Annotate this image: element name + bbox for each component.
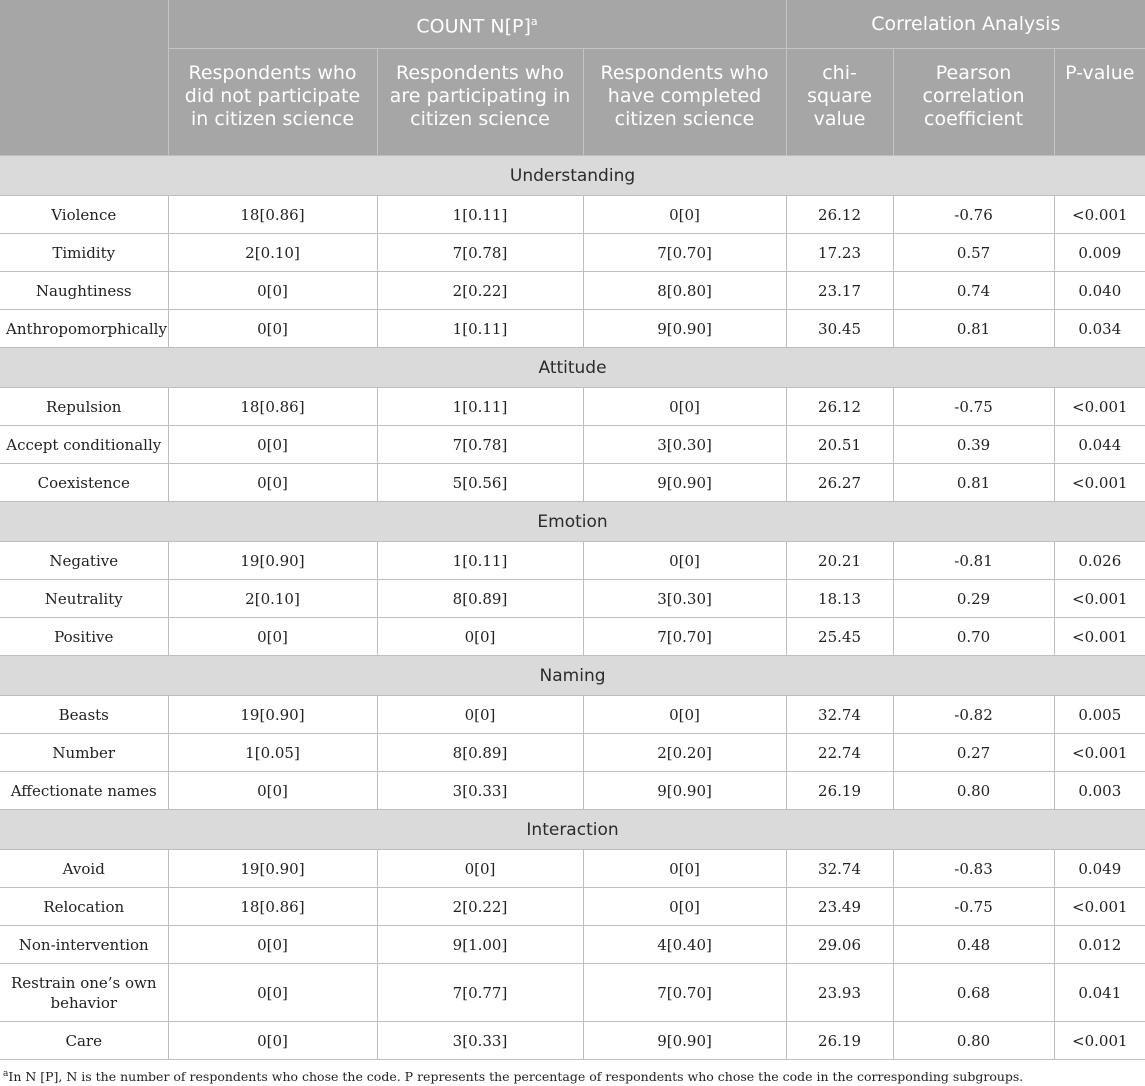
cell-chi-square: 32.74 — [786, 850, 893, 888]
header-count-footnote-marker: a — [530, 14, 538, 28]
cell-completed: 0[0] — [583, 388, 786, 426]
footnote-marker: a — [3, 1069, 9, 1079]
cell-not-participated: 19[0.90] — [168, 542, 377, 580]
cell-code: Accept conditionally — [0, 426, 168, 464]
cell-completed: 9[0.90] — [583, 1022, 786, 1060]
cell-p-value: <0.001 — [1054, 580, 1145, 618]
cell-not-participated: 0[0] — [168, 964, 377, 1022]
cell-chi-square: 18.13 — [786, 580, 893, 618]
cell-completed: 2[0.20] — [583, 734, 786, 772]
cell-code: Restrain one’s own behavior — [0, 964, 168, 1022]
section-title: Understanding — [0, 156, 1145, 196]
cell-not-participated: 0[0] — [168, 618, 377, 656]
table-row — [0, 464, 1145, 502]
cell-chi-square: 17.23 — [786, 234, 893, 272]
cell-completed: 0[0] — [583, 888, 786, 926]
header-col-p-value: P-value — [1054, 49, 1145, 156]
cell-participating: 0[0] — [377, 618, 583, 656]
cell-not-participated: 0[0] — [168, 926, 377, 964]
table-row — [0, 580, 1145, 618]
cell-participating: 7[0.77] — [377, 964, 583, 1022]
cell-completed: 0[0] — [583, 542, 786, 580]
cell-chi-square: 23.17 — [786, 272, 893, 310]
cell-participating: 7[0.78] — [377, 234, 583, 272]
cell-completed: 7[0.70] — [583, 234, 786, 272]
table-footnote — [3, 1066, 1143, 1085]
table-body — [0, 156, 1145, 1060]
cell-not-participated: 0[0] — [168, 426, 377, 464]
cell-pearson: -0.82 — [893, 696, 1054, 734]
section-title: Attitude — [0, 348, 1145, 388]
table-row — [0, 964, 1145, 1022]
header-corner — [0, 0, 168, 156]
cell-p-value: 0.034 — [1054, 310, 1145, 348]
cell-not-participated: 18[0.86] — [168, 888, 377, 926]
table-row — [0, 426, 1145, 464]
section-row — [0, 156, 1145, 196]
cell-completed: 7[0.70] — [583, 618, 786, 656]
cell-not-participated: 18[0.86] — [168, 388, 377, 426]
cell-code: Repulsion — [0, 388, 168, 426]
cell-code: Relocation — [0, 888, 168, 926]
cell-not-participated: 2[0.10] — [168, 580, 377, 618]
cell-completed: 3[0.30] — [583, 426, 786, 464]
cell-code: Affectionate names — [0, 772, 168, 810]
footnote-text: In N [P], N is the number of respondents who chose the code. P represents the percentage of respondents who chose the code in the corresponding subgroups. — [8, 1069, 1024, 1085]
cell-pearson: 0.81 — [893, 464, 1054, 502]
table-row — [0, 234, 1145, 272]
cell-code: Beasts — [0, 696, 168, 734]
section-row — [0, 810, 1145, 850]
cell-chi-square: 22.74 — [786, 734, 893, 772]
table-row — [0, 926, 1145, 964]
cell-completed: 0[0] — [583, 850, 786, 888]
table-row — [0, 542, 1145, 580]
cell-completed: 9[0.90] — [583, 310, 786, 348]
cell-chi-square: 32.74 — [786, 696, 893, 734]
cell-completed: 4[0.40] — [583, 926, 786, 964]
cell-pearson: 0.80 — [893, 1022, 1054, 1060]
cell-participating: 0[0] — [377, 696, 583, 734]
cell-participating: 5[0.56] — [377, 464, 583, 502]
cell-not-participated: 0[0] — [168, 1022, 377, 1060]
table-row — [0, 850, 1145, 888]
cell-p-value: <0.001 — [1054, 1022, 1145, 1060]
cell-pearson: 0.39 — [893, 426, 1054, 464]
table-header — [0, 0, 1145, 156]
table-row — [0, 1022, 1145, 1060]
table-row — [0, 196, 1145, 234]
cell-not-participated: 0[0] — [168, 772, 377, 810]
table-row — [0, 272, 1145, 310]
cell-participating: 1[0.11] — [377, 310, 583, 348]
cell-participating: 1[0.11] — [377, 388, 583, 426]
section-row — [0, 502, 1145, 542]
cell-code: Avoid — [0, 850, 168, 888]
header-col-not-participated: Respondents who did not participate in citizen science — [168, 49, 377, 156]
cell-chi-square: 26.27 — [786, 464, 893, 502]
cell-p-value: <0.001 — [1054, 734, 1145, 772]
cell-code: Violence — [0, 196, 168, 234]
cell-chi-square: 30.45 — [786, 310, 893, 348]
cell-not-participated: 0[0] — [168, 272, 377, 310]
cell-pearson: -0.76 — [893, 196, 1054, 234]
cell-chi-square: 26.19 — [786, 772, 893, 810]
cell-not-participated: 19[0.90] — [168, 850, 377, 888]
cell-not-participated: 1[0.05] — [168, 734, 377, 772]
cell-not-participated: 0[0] — [168, 310, 377, 348]
cell-pearson: -0.83 — [893, 850, 1054, 888]
cell-participating: 1[0.11] — [377, 542, 583, 580]
cell-p-value: 0.049 — [1054, 850, 1145, 888]
cell-chi-square: 20.51 — [786, 426, 893, 464]
section-row — [0, 348, 1145, 388]
cell-completed: 9[0.90] — [583, 772, 786, 810]
cell-code: Anthropomorphically — [0, 310, 168, 348]
header-col-participating: Respondents who are participating in citizen science — [377, 49, 583, 156]
cell-chi-square: 20.21 — [786, 542, 893, 580]
cell-not-participated: 2[0.10] — [168, 234, 377, 272]
cell-pearson: 0.27 — [893, 734, 1054, 772]
cell-participating: 8[0.89] — [377, 580, 583, 618]
cell-pearson: 0.29 — [893, 580, 1054, 618]
cell-p-value: <0.001 — [1054, 618, 1145, 656]
header-col-pearson: Pearson correlation coefficient — [893, 49, 1054, 156]
table-row — [0, 310, 1145, 348]
cell-participating: 3[0.33] — [377, 1022, 583, 1060]
cell-participating: 3[0.33] — [377, 772, 583, 810]
cell-pearson: -0.75 — [893, 888, 1054, 926]
table-row — [0, 696, 1145, 734]
cell-pearson: 0.57 — [893, 234, 1054, 272]
cell-participating: 8[0.89] — [377, 734, 583, 772]
cell-pearson: 0.70 — [893, 618, 1054, 656]
cell-pearson: 0.80 — [893, 772, 1054, 810]
cell-code: Care — [0, 1022, 168, 1060]
cell-code: Coexistence — [0, 464, 168, 502]
cell-participating: 0[0] — [377, 850, 583, 888]
cell-participating: 1[0.11] — [377, 196, 583, 234]
cell-pearson: 0.68 — [893, 964, 1054, 1022]
cell-not-participated: 0[0] — [168, 464, 377, 502]
cell-participating: 2[0.22] — [377, 272, 583, 310]
cell-code: Naughtiness — [0, 272, 168, 310]
cell-completed: 7[0.70] — [583, 964, 786, 1022]
header-correlation-group: Correlation Analysis — [786, 0, 1145, 49]
cell-code: Neutrality — [0, 580, 168, 618]
cell-pearson: -0.81 — [893, 542, 1054, 580]
cell-completed: 0[0] — [583, 696, 786, 734]
cell-pearson: -0.75 — [893, 388, 1054, 426]
cell-chi-square: 26.12 — [786, 196, 893, 234]
cell-chi-square: 25.45 — [786, 618, 893, 656]
cell-p-value: <0.001 — [1054, 388, 1145, 426]
cell-pearson: 0.81 — [893, 310, 1054, 348]
cell-p-value: 0.005 — [1054, 696, 1145, 734]
cell-p-value: 0.044 — [1054, 426, 1145, 464]
cell-code: Positive — [0, 618, 168, 656]
cell-not-participated: 19[0.90] — [168, 696, 377, 734]
cell-code: Number — [0, 734, 168, 772]
cell-p-value: 0.041 — [1054, 964, 1145, 1022]
table-row — [0, 772, 1145, 810]
cell-completed: 0[0] — [583, 196, 786, 234]
cell-participating: 9[1.00] — [377, 926, 583, 964]
cell-p-value: 0.009 — [1054, 234, 1145, 272]
cell-chi-square: 23.49 — [786, 888, 893, 926]
cell-p-value: 0.012 — [1054, 926, 1145, 964]
cell-p-value: <0.001 — [1054, 464, 1145, 502]
cell-p-value: <0.001 — [1054, 196, 1145, 234]
cell-completed: 9[0.90] — [583, 464, 786, 502]
cell-code: Negative — [0, 542, 168, 580]
cell-chi-square: 26.12 — [786, 388, 893, 426]
cell-chi-square: 23.93 — [786, 964, 893, 1022]
section-title: Emotion — [0, 502, 1145, 542]
cell-pearson: 0.74 — [893, 272, 1054, 310]
header-col-completed: Respondents who have completed citizen science — [583, 49, 786, 156]
cell-code: Non-intervention — [0, 926, 168, 964]
cell-p-value: 0.003 — [1054, 772, 1145, 810]
cell-p-value: 0.040 — [1054, 272, 1145, 310]
cell-p-value: <0.001 — [1054, 888, 1145, 926]
section-row — [0, 656, 1145, 696]
cell-code: Timidity — [0, 234, 168, 272]
section-title: Naming — [0, 656, 1145, 696]
header-count-group — [168, 0, 786, 49]
cell-participating: 2[0.22] — [377, 888, 583, 926]
cell-participating: 7[0.78] — [377, 426, 583, 464]
cell-p-value: 0.026 — [1054, 542, 1145, 580]
table-row — [0, 888, 1145, 926]
cell-pearson: 0.48 — [893, 926, 1054, 964]
cell-completed: 3[0.30] — [583, 580, 786, 618]
cell-chi-square: 29.06 — [786, 926, 893, 964]
table-row — [0, 618, 1145, 656]
header-count-label: COUNT N[P] — [416, 15, 531, 38]
cell-not-participated: 18[0.86] — [168, 196, 377, 234]
cell-completed: 8[0.80] — [583, 272, 786, 310]
cell-chi-square: 26.19 — [786, 1022, 893, 1060]
section-title: Interaction — [0, 810, 1145, 850]
header-col-chi-square: chi-square value — [786, 49, 893, 156]
table-row — [0, 734, 1145, 772]
table-row — [0, 388, 1145, 426]
